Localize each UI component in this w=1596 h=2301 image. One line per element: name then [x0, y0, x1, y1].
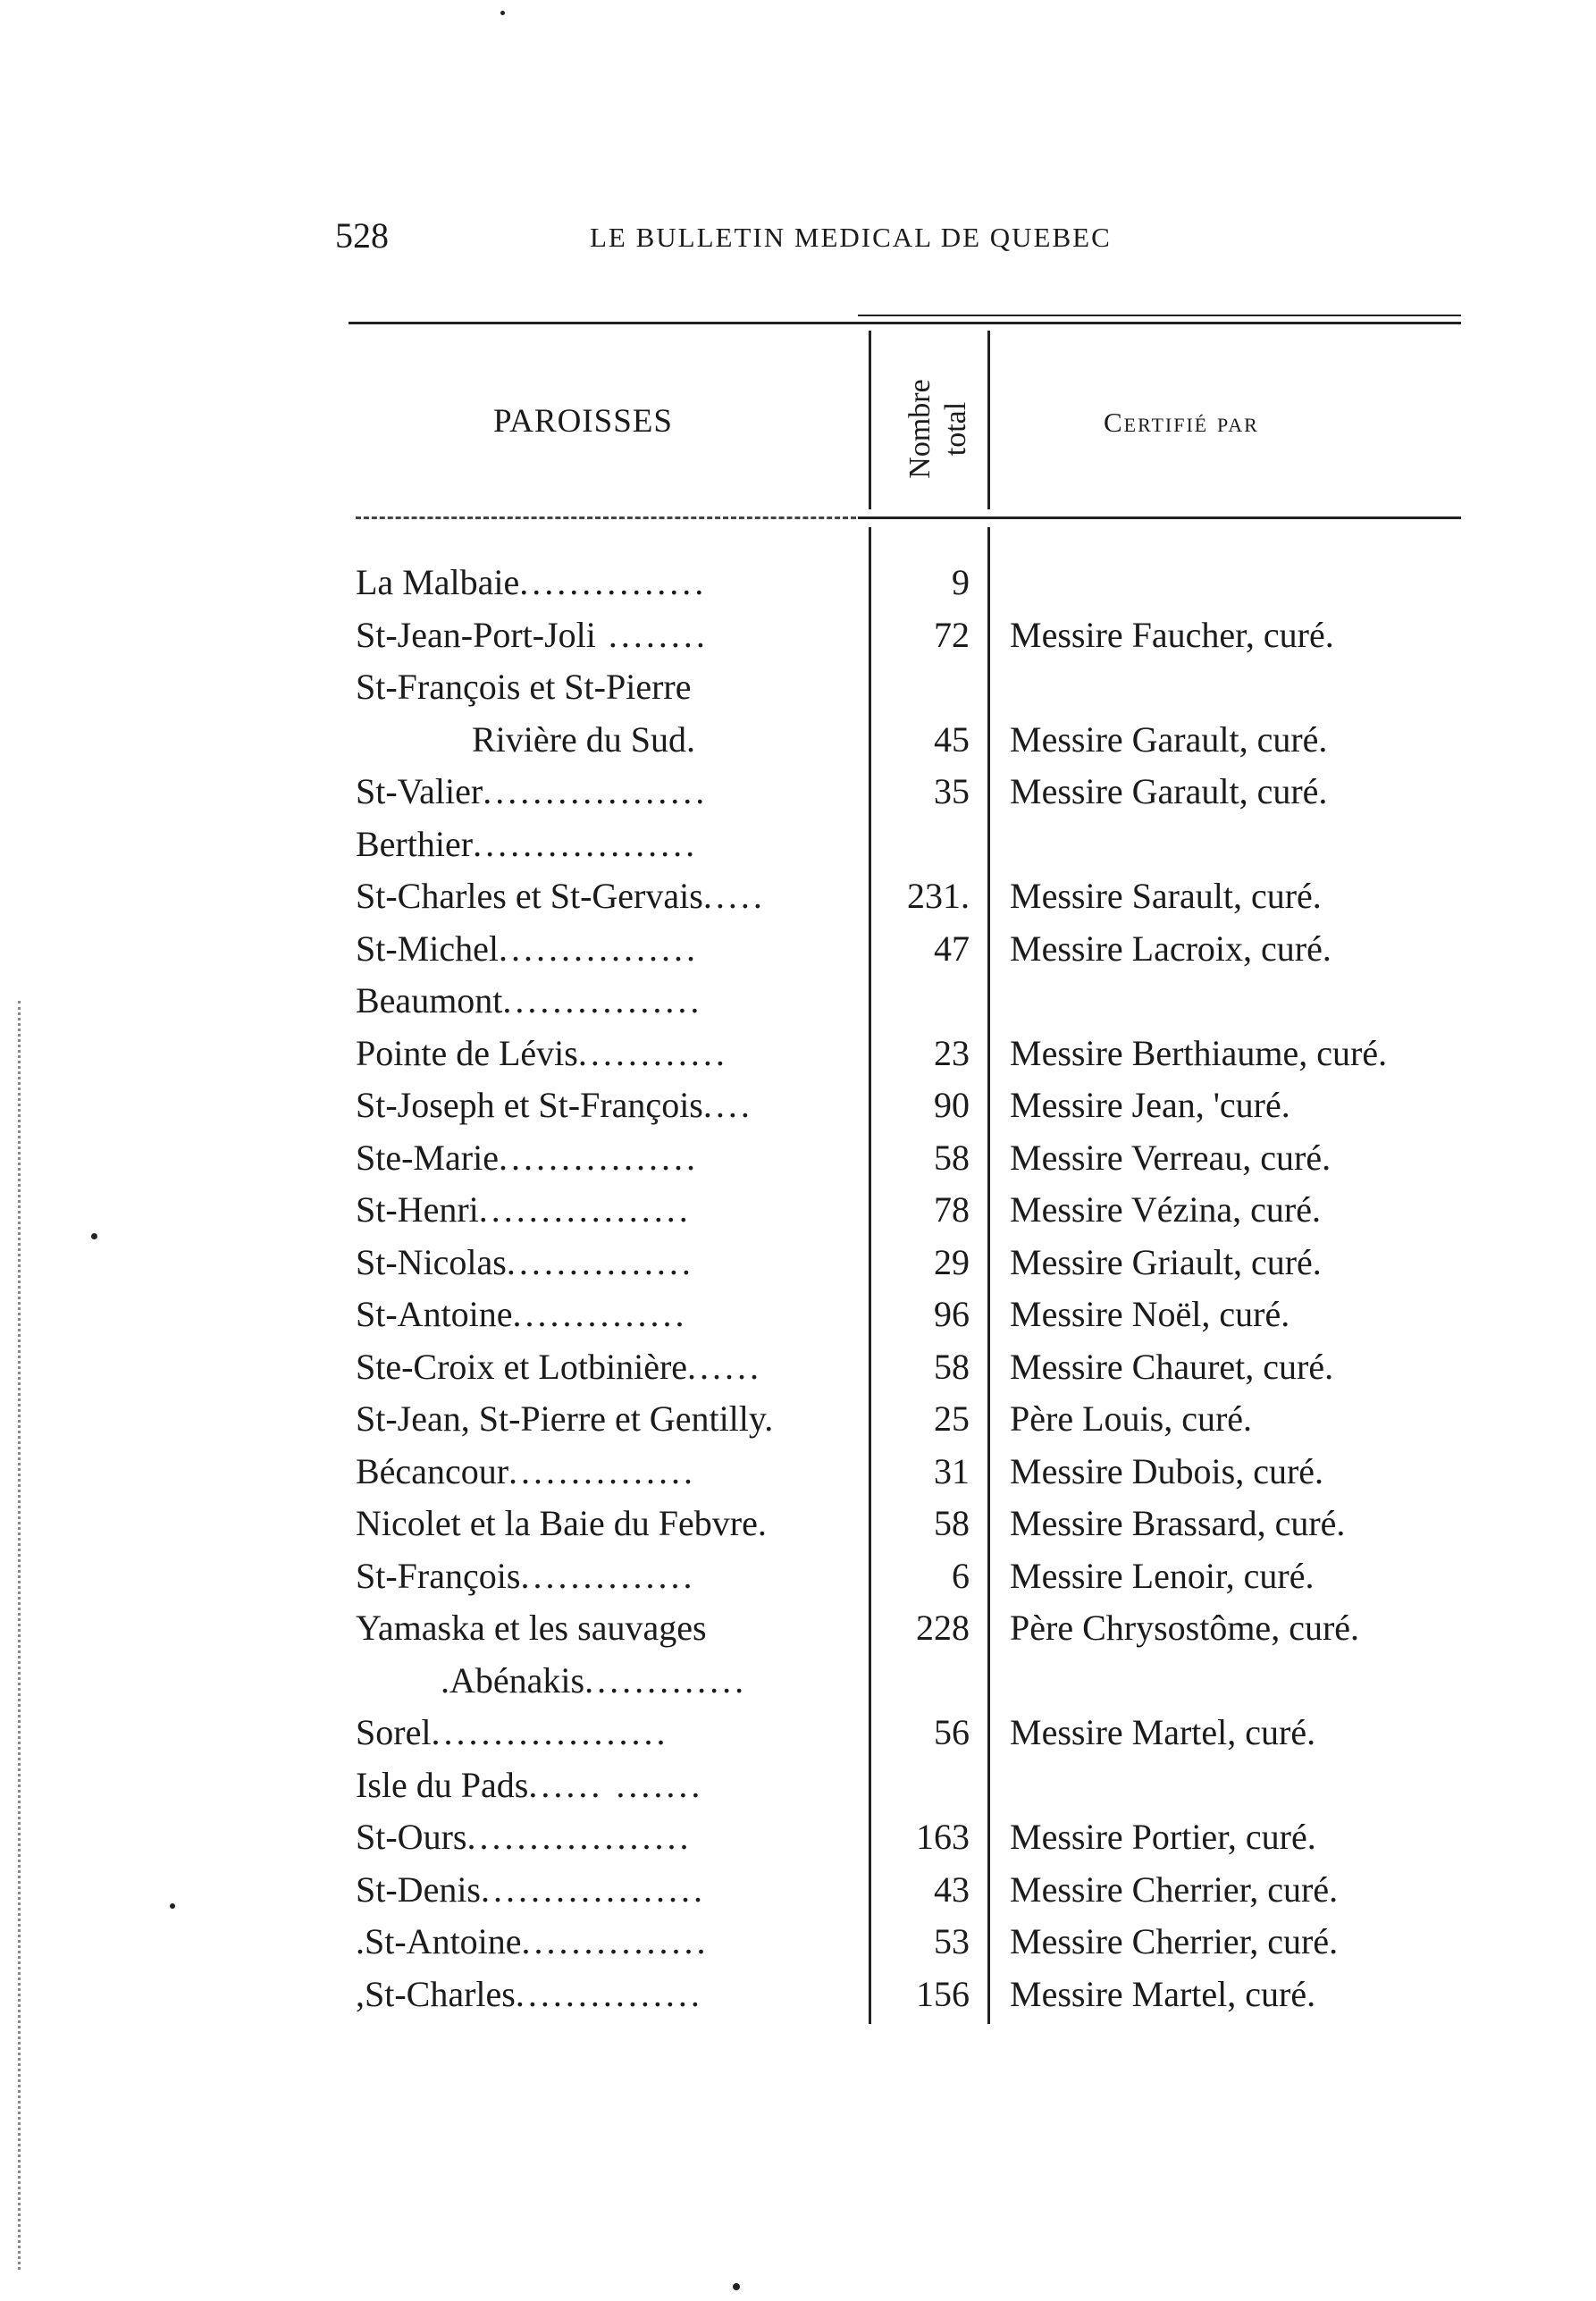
- column-header-total-line1: Nombre: [903, 379, 937, 479]
- running-head: LE BULLETIN MEDICAL DE QUEBEC: [590, 222, 1112, 253]
- parish-label: La Malbaie: [356, 562, 520, 602]
- parish-name: [356, 1032, 856, 1074]
- certified-by: Messire Sarault, curé.: [1010, 876, 1322, 916]
- table-row: [0, 1084, 1596, 1136]
- total-number: 72: [934, 614, 970, 655]
- certified-by: Messire Martel, curé.: [1010, 1973, 1316, 2014]
- parish-label: St-Antoine: [356, 1294, 513, 1334]
- table-row: [0, 1973, 1596, 2025]
- leader-dots: ...............: [508, 1450, 697, 1491]
- certified-by: Messire Berthiaume, curé.: [1010, 1032, 1388, 1073]
- total-number: 29: [934, 1241, 970, 1282]
- parish-name: [356, 1973, 856, 2015]
- certified-by: Messire Dubois, curé.: [1010, 1450, 1324, 1491]
- certified-by: Messire Garault, curé.: [1010, 771, 1328, 811]
- leader-dots: ...............: [521, 1921, 710, 1961]
- column-header-total: [903, 353, 1010, 505]
- certified-by: Père Louis, curé.: [1010, 1398, 1253, 1439]
- table-row: [0, 666, 1596, 718]
- table-row: [0, 1764, 1596, 1816]
- column-header-total-line2: total: [939, 401, 972, 457]
- parish-name: [356, 1188, 856, 1230]
- parish-name: [356, 928, 856, 970]
- table-row: [0, 875, 1596, 927]
- certified-by: Messire Brassard, curé.: [1010, 1503, 1346, 1543]
- table-row: [0, 718, 1596, 770]
- leader-dots: ..................: [466, 1817, 693, 1857]
- certified-by: Messire Faucher, curé.: [1010, 614, 1334, 655]
- total-number: 56: [934, 1712, 970, 1752]
- leader-dots: ........: [595, 614, 709, 655]
- column-rule-right: [987, 331, 990, 509]
- certified-by: Messire Garault, curé.: [1010, 718, 1328, 760]
- page-number: 528: [335, 215, 389, 256]
- table-row: [0, 823, 1596, 875]
- leader-dots: ................: [498, 928, 699, 969]
- leader-dots: ..................: [473, 823, 699, 864]
- total-number: 58: [934, 1137, 970, 1178]
- leader-dots: .................: [478, 1189, 692, 1230]
- leader-dots: ....: [702, 1085, 753, 1125]
- leader-dots: ...............: [519, 562, 708, 602]
- total-number: 156: [916, 1973, 970, 2014]
- parish-label: Rivière du Sud.: [472, 718, 695, 760]
- certified-by: Messire Chauret, curé.: [1010, 1346, 1334, 1387]
- speck: [500, 11, 505, 15]
- total-number: 23: [934, 1032, 970, 1073]
- leader-dots: ......: [687, 1346, 763, 1387]
- total-number: 25: [934, 1398, 970, 1439]
- parish-name: [356, 1398, 856, 1440]
- leader-dots: ...............: [506, 1241, 694, 1282]
- table-row: [0, 928, 1596, 979]
- parish-name: [356, 1293, 856, 1335]
- parish-label: Beaumont: [356, 980, 503, 1020]
- leader-dots: .....: [702, 876, 766, 916]
- parish-label: St-François: [356, 1555, 521, 1596]
- table-row: [0, 614, 1596, 666]
- leader-dots: ..............: [520, 1555, 696, 1596]
- total-number: 58: [934, 1503, 970, 1543]
- leader-dots: ...................: [431, 1712, 669, 1752]
- total-number: 47: [934, 928, 970, 969]
- total-number: 6: [952, 1555, 970, 1596]
- parish-name: [356, 1764, 856, 1806]
- parish-name: [356, 1659, 941, 1701]
- total-number: 53: [934, 1921, 970, 1961]
- table-row: [0, 770, 1596, 822]
- table-row: [0, 1711, 1596, 1763]
- table-row: [0, 979, 1596, 1031]
- parish-name: [356, 561, 856, 603]
- certified-by: Messire Jean, 'curé.: [1010, 1085, 1290, 1125]
- parish-label: St-Ours: [356, 1817, 467, 1857]
- parish-name: [356, 770, 856, 812]
- parish-name: [356, 1920, 856, 1962]
- parish-name: [356, 823, 856, 865]
- parish-label: Nicolet et la Baie du Febvre.: [356, 1503, 767, 1543]
- parish-name: [356, 1555, 856, 1597]
- parish-label: ,St-Charles: [356, 1973, 516, 2014]
- parish-name: [356, 1137, 856, 1179]
- margin-dots: [18, 1001, 47, 2270]
- parish-name: [356, 1346, 856, 1388]
- parish-label: St-Nicolas: [356, 1241, 507, 1282]
- header-rule-right: [858, 516, 1461, 519]
- certified-by: Messire Vézina, curé.: [1010, 1189, 1322, 1230]
- total-number: 96: [934, 1294, 970, 1334]
- table-row: [0, 1659, 1596, 1711]
- parish-label: St-Henri: [356, 1189, 479, 1230]
- certified-by: Messire Portier, curé.: [1010, 1817, 1316, 1857]
- total-number: 43: [934, 1869, 970, 1910]
- parish-name: [356, 1450, 856, 1492]
- total-number: 35: [934, 771, 970, 811]
- table-row: [0, 1502, 1596, 1554]
- table-row: [0, 1241, 1596, 1293]
- total-number: 228: [916, 1608, 970, 1648]
- parish-label: .St-Antoine: [356, 1921, 522, 1961]
- certified-by: Messire Noël, curé.: [1010, 1294, 1290, 1334]
- certified-by: Messire Cherrier, curé.: [1010, 1921, 1339, 1961]
- table-row: [0, 1920, 1596, 1972]
- parish-label: Bécancour: [356, 1450, 509, 1491]
- total-number: 163: [916, 1817, 970, 1857]
- table-row: [0, 1398, 1596, 1449]
- parish-name: [356, 1241, 856, 1283]
- leader-dots: ..............: [512, 1294, 688, 1334]
- table-row: [0, 1450, 1596, 1502]
- parish-label: St-Joseph et St-François: [356, 1085, 703, 1125]
- parish-label: St-Charles et St-Gervais: [356, 876, 703, 916]
- table-row: [0, 1555, 1596, 1607]
- leader-dots: ................: [498, 1137, 699, 1178]
- parish-label: Sorel: [356, 1712, 432, 1752]
- top-rule: [349, 322, 1461, 324]
- parish-name: [356, 1502, 856, 1544]
- speck: [91, 1233, 97, 1239]
- parish-label: Ste-Marie: [356, 1137, 499, 1178]
- table-row: [0, 1346, 1596, 1398]
- parish-label: St-Michel: [356, 928, 499, 969]
- total-number: 231.: [907, 876, 970, 916]
- total-number: 58: [934, 1346, 970, 1387]
- certified-by: Messire Verreau, curé.: [1010, 1137, 1331, 1178]
- certified-by: Père Chrysostôme, curé.: [1010, 1608, 1360, 1648]
- parish-label: St-Valier: [356, 771, 483, 811]
- table-row: [0, 1137, 1596, 1188]
- total-number: 90: [934, 1085, 970, 1125]
- parish-label: Isle du Pads: [356, 1764, 529, 1805]
- parish-label: Berthier: [356, 823, 474, 864]
- table-row: [0, 1816, 1596, 1868]
- column-rule-left: [869, 331, 871, 509]
- leader-dots: ............: [577, 1032, 728, 1073]
- parish-name: [356, 1711, 856, 1753]
- total-number: 45: [934, 718, 970, 760]
- certified-by: Messire Lenoir, curé.: [1010, 1555, 1315, 1596]
- parish-name: [356, 875, 856, 917]
- certified-by: Messire Lacroix, curé.: [1010, 928, 1331, 969]
- parish-label: Yamaska et les sauvages: [356, 1608, 707, 1648]
- parish-label: St-François et St-Pierre: [356, 667, 692, 707]
- parish-label: St-Jean-Port-Joli: [356, 614, 596, 655]
- parish-name: [356, 1084, 856, 1126]
- top-rule-thin: [858, 315, 1461, 316]
- column-header-certified: Certifié par: [1104, 407, 1259, 438]
- table-row: [0, 1607, 1596, 1659]
- table-row: [0, 1188, 1596, 1240]
- leader-dots: .............: [584, 1659, 748, 1701]
- table-row: [0, 1869, 1596, 1920]
- leader-dots: ...... .......: [528, 1764, 704, 1805]
- parish-label: Ste-Croix et Lotbinière: [356, 1346, 688, 1387]
- parish-name: [356, 1607, 856, 1649]
- speck: [170, 1903, 175, 1909]
- certified-by: Messire Cherrier, curé.: [1010, 1869, 1339, 1910]
- column-header-parishes: PAROISSES: [493, 403, 673, 440]
- certified-by: Messire Griault, curé.: [1010, 1241, 1322, 1282]
- parish-name: [356, 1869, 856, 1911]
- parish-label: Pointe de Lévis: [356, 1032, 578, 1073]
- leader-dots: ................: [502, 980, 703, 1020]
- leader-dots: ...............: [515, 1973, 703, 2014]
- total-number: 78: [934, 1189, 970, 1230]
- leader-dots: ..................: [483, 771, 709, 811]
- parish-label: St-Jean, St-Pierre et Gentilly.: [356, 1398, 774, 1439]
- certified-by: Messire Martel, curé.: [1010, 1712, 1316, 1752]
- table-row: [0, 1293, 1596, 1345]
- parish-label: .Abénakis: [441, 1659, 585, 1701]
- table-row: [0, 1032, 1596, 1084]
- parish-name: [356, 1816, 856, 1858]
- parish-name: [356, 614, 856, 656]
- table-row: [0, 561, 1596, 613]
- leader-dots: ..................: [481, 1869, 706, 1910]
- total-number: 9: [952, 562, 970, 602]
- parish-name: [356, 979, 856, 1021]
- parish-name: [356, 666, 856, 708]
- total-number: 31: [934, 1450, 970, 1491]
- header-rule-left: [356, 516, 856, 519]
- parish-label: St-Denis: [356, 1869, 481, 1910]
- speck: [733, 2283, 740, 2290]
